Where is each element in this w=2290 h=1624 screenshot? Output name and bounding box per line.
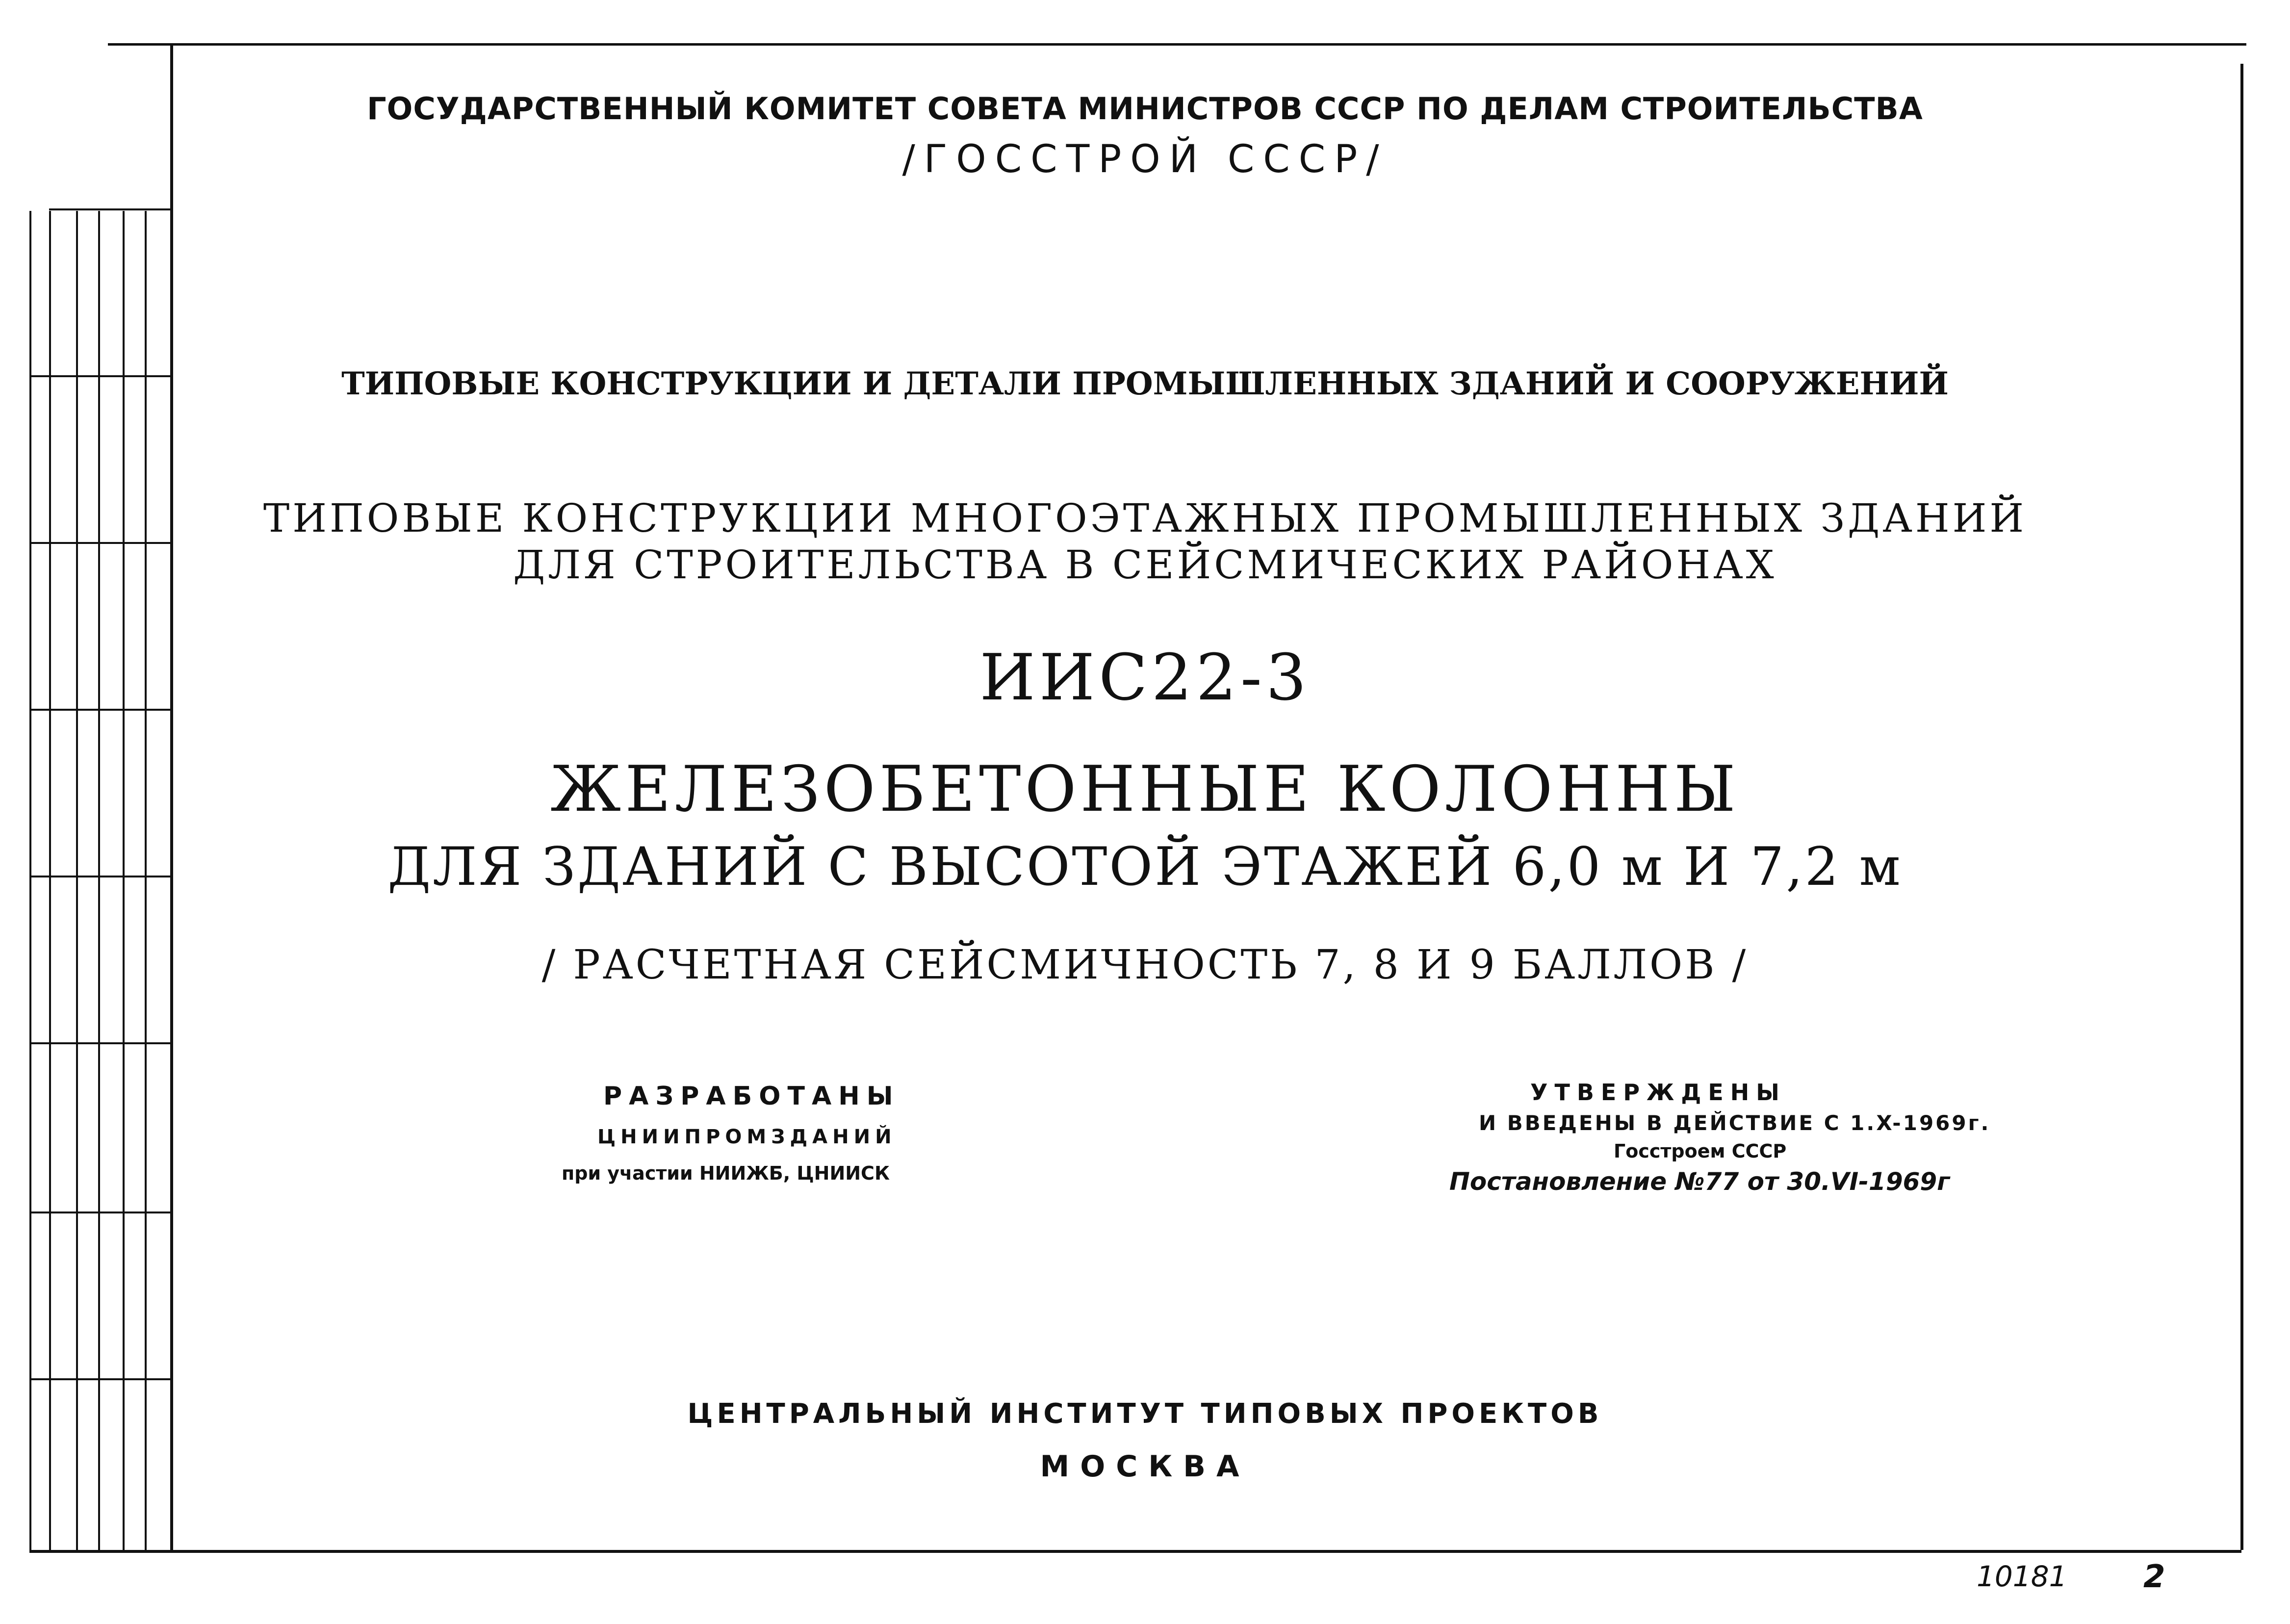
frame-top-line [108, 43, 2246, 46]
main-title: ЖЕЛЕЗОБЕТОННЫЕ КОЛОННЫ [550, 753, 1740, 826]
main-subtitle: ДЛЯ ЗДАНИЙ С ВЫСОТОЙ ЭТАЖЕЙ 6,0 м И 7,2 м [387, 836, 1903, 898]
inventory-number: 10181 [1977, 1560, 2067, 1593]
approved-by: Госстроем СССР [1614, 1140, 1787, 1162]
gosstroy-label: /ГОССТРОЙ СССР/ [902, 137, 1388, 181]
approved-enacted: И ВВЕДЕНЫ В ДЕЙСТВИЕ С 1.X-1969г. [1479, 1111, 1991, 1135]
frame-bottom-line [29, 1550, 2241, 1553]
developed-org: ЦНИИПРОМЗДАНИЙ [597, 1126, 897, 1148]
developed-participation: при участии НИИЖБ, ЦНИИСК [562, 1162, 890, 1184]
subject-line-2: ДЛЯ СТРОИТЕЛЬСТВА В СЕЙСМИЧЕСКИХ РАЙОНАХ [513, 542, 1777, 588]
series-title: ТИПОВЫЕ КОНСТРУКЦИИ И ДЕТАЛИ ПРОМЫШЛЕННЫХ ЗДАНИЙ И СООРУЖЕНИЙ [341, 365, 1949, 402]
approved-decree: Постановление №77 от 30.VI-1969г [1449, 1167, 1950, 1196]
seismic-rating: / РАСЧЕТНАЯ СЕЙСМИЧНОСТЬ 7, 8 И 9 БАЛЛОВ / [541, 942, 1749, 988]
document-code: ИИС22-3 [979, 640, 1311, 715]
institute-name: ЦЕНТРАЛЬНЫЙ ИНСТИТУТ ТИПОВЫХ ПРОЕКТОВ [687, 1398, 1603, 1430]
sheet-number: 2 [2143, 1559, 2165, 1595]
developed-label: РАЗРАБОТАНЫ [603, 1082, 900, 1111]
subject-line-1: ТИПОВЫЕ КОНСТРУКЦИИ МНОГОЭТАЖНЫХ ПРОМЫШЛЕННЫХ ЗДАНИЙ [263, 495, 2027, 541]
approved-label: УТВЕРЖДЕНЫ [1530, 1079, 1786, 1106]
committee-header: ГОСУДАРСТВЕННЫЙ КОМИТЕТ СОВЕТА МИНИСТРОВ СССР ПО ДЕЛАМ СТРОИТЕЛЬСТВА [367, 91, 1923, 127]
city-name: МОСКВА [1040, 1449, 1250, 1484]
